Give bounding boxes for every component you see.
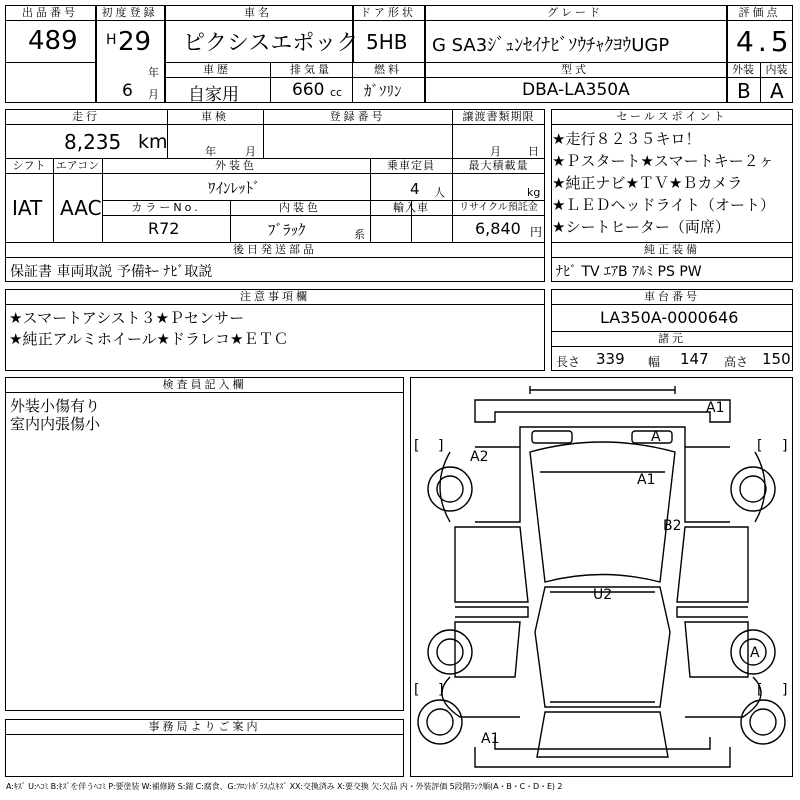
bracket-mark: [ xyxy=(757,438,763,454)
transfer-deadline-label: 譲渡書類期限 xyxy=(462,110,535,123)
exterior-grade: B xyxy=(737,79,751,103)
dimensions-label: 諸元 xyxy=(658,332,686,345)
damage-mark: A1 xyxy=(481,731,500,747)
registration-number-label: 登録番号 xyxy=(329,110,386,123)
inspection-month-unit: 月 xyxy=(245,145,256,158)
width: 147 xyxy=(680,350,709,368)
car-outline-diagram xyxy=(410,377,793,777)
note-line: ★純正アルミホイール★ドラレコ★ＥＴＣ xyxy=(9,330,289,348)
door-label: ドア形状 xyxy=(360,6,416,19)
height: 150 xyxy=(762,350,791,368)
bracket-mark: ] xyxy=(438,438,444,454)
later-parts-label: 後日発送部品 xyxy=(233,243,317,256)
interior-color: ﾌﾞﾗｯｸ xyxy=(268,221,306,239)
month-unit: 月 xyxy=(148,88,159,101)
score: 4.5 xyxy=(736,25,793,58)
width-label: 幅 xyxy=(648,355,661,369)
mileage: 8,235 xyxy=(64,130,122,154)
grade-label: グレード xyxy=(547,6,603,19)
fuel: ｶﾞｿﾘﾝ xyxy=(364,82,402,100)
chassis-number: LA350A-0000646 xyxy=(600,308,739,327)
later-parts: 保証書 車両取説 予備ｷｰ ﾅﾋﾞ取説 xyxy=(10,264,213,280)
damage-mark: B2 xyxy=(663,518,682,534)
sales-point: ★走行８２３５キロ！ xyxy=(552,130,701,148)
car-name: ピクシスエポック xyxy=(183,31,359,56)
interior-color-label: 内装色 xyxy=(279,201,321,214)
exterior-color: ﾜｲﾝﾚｯﾄﾞ xyxy=(208,179,261,197)
load-unit: kg xyxy=(527,186,541,199)
inspector-label: 検査員記入欄 xyxy=(162,378,247,391)
color-number-label: カラーNo. xyxy=(131,201,201,214)
mileage-label: 走行 xyxy=(72,110,100,123)
max-load-label: 最大積載量 xyxy=(468,159,529,172)
recycle-fee: 6,840 xyxy=(475,219,521,238)
height-label: 高さ xyxy=(724,355,749,369)
exterior-label: 外装 xyxy=(732,63,754,76)
inspector-note: 室内内張傷小 xyxy=(10,415,101,433)
displacement: 660 xyxy=(292,80,325,100)
length-label: 長さ xyxy=(556,355,581,369)
interior-label: 内装 xyxy=(765,63,788,76)
legend: A:ｷｽﾞ U:ﾍｺﾐ B:ｷｽﾞを伴うﾍｺﾐ P:要塗装 W:補修跡 S:錆 C:腐食、G:ﾌﾛﾝﾄｶﾞﾗｽ点ｷｽﾞ XX:交換済み X:要交換 欠:欠品 内・外装評価 5段階ﾗﾝｸ順(A・B・C・D・E) 2 xyxy=(6,782,563,791)
shift-label: シフト xyxy=(12,159,46,172)
sales-point: ★純正ナビ★ＴＶ★Ｂカメラ xyxy=(552,174,743,192)
first-reg-label: 初度登録 xyxy=(101,6,158,19)
ac-label: エアコン xyxy=(55,159,100,172)
year-unit: 年 xyxy=(148,66,159,79)
capacity-unit: 人 xyxy=(434,186,445,199)
door-type: 5HB xyxy=(366,30,408,54)
recycle-unit: 円 xyxy=(530,225,543,239)
transfer-day-unit: 日 xyxy=(528,145,539,158)
sales-point: ★シートヒーター（両席） xyxy=(552,218,730,236)
notes-label: 注意事項欄 xyxy=(240,290,310,303)
interior-color-unit: 系 xyxy=(354,228,365,241)
shift: IAT xyxy=(12,196,43,220)
damage-mark: A1 xyxy=(706,400,725,416)
displacement-label: 排気量 xyxy=(290,63,332,76)
reg-month: 6 xyxy=(122,81,133,101)
model-label: 型式 xyxy=(561,63,589,76)
bracket-mark: ] xyxy=(782,682,788,698)
score-label: 評価点 xyxy=(738,6,781,19)
recycle-label: リサイクル預託金 xyxy=(459,202,538,213)
sales-point: ★Ｐスタート★スマートキー２ヶ xyxy=(552,152,774,170)
inspector-note: 外装小傷有り xyxy=(10,397,101,415)
car-name-label: 車名 xyxy=(244,6,272,19)
inspection-year-unit: 年 xyxy=(205,145,216,158)
bracket-mark: ] xyxy=(782,438,788,454)
bracket-mark: [ xyxy=(414,438,420,454)
color-number: R72 xyxy=(148,219,180,238)
reg-year: 29 xyxy=(118,27,152,57)
capacity: 4 xyxy=(410,180,420,198)
reg-era: H xyxy=(106,32,117,48)
sales-points-list xyxy=(552,128,792,238)
equipment: ﾅﾋﾞ TV ｴｱB ｱﾙﾐ PS PW xyxy=(556,264,702,280)
history: 自家用 xyxy=(188,85,239,105)
office-label: 事務局よりご案内 xyxy=(148,720,261,733)
grade: G SA3ｼﾞｭﾝｾｲﾅﾋﾞｿｳﾁｬｸﾖｳUGP xyxy=(432,35,670,56)
transfer-month-unit: 月 xyxy=(490,145,501,158)
history-label: 車歴 xyxy=(203,63,231,76)
lot-number: 489 xyxy=(28,26,78,56)
bracket-mark: [ xyxy=(757,682,763,698)
model-code: DBA-LA350A xyxy=(522,80,630,100)
damage-mark: A xyxy=(750,645,760,661)
lot-label: 出品番号 xyxy=(22,6,78,19)
bracket-mark: ] xyxy=(438,682,444,698)
displacement-unit: cc xyxy=(330,86,343,99)
damage-mark: A2 xyxy=(470,449,489,465)
capacity-label: 乗車定員 xyxy=(387,159,435,172)
equipment-label: 純正装備 xyxy=(644,243,700,256)
chassis-label: 車台番号 xyxy=(644,290,700,303)
damage-mark: U2 xyxy=(593,587,613,603)
interior-grade: A xyxy=(770,79,784,103)
damage-mark: A1 xyxy=(637,472,656,488)
note-line: ★スマートアシスト３★Ｐセンサー xyxy=(9,309,245,327)
exterior-color-label: 外装色 xyxy=(215,159,257,172)
damage-mark: A xyxy=(651,429,661,445)
length: 339 xyxy=(596,350,625,368)
ac: AAC xyxy=(60,196,102,220)
import-label: 輸入車 xyxy=(393,201,429,214)
bracket-mark: [ xyxy=(414,682,420,698)
fuel-label: 燃料 xyxy=(374,63,402,76)
mileage-unit: km xyxy=(138,131,168,153)
inspection-label: 車検 xyxy=(201,110,229,123)
sales-points-label: セールスポイント xyxy=(616,110,728,123)
sales-point: ★ＬＥＤヘッドライト（オート） xyxy=(552,196,775,214)
